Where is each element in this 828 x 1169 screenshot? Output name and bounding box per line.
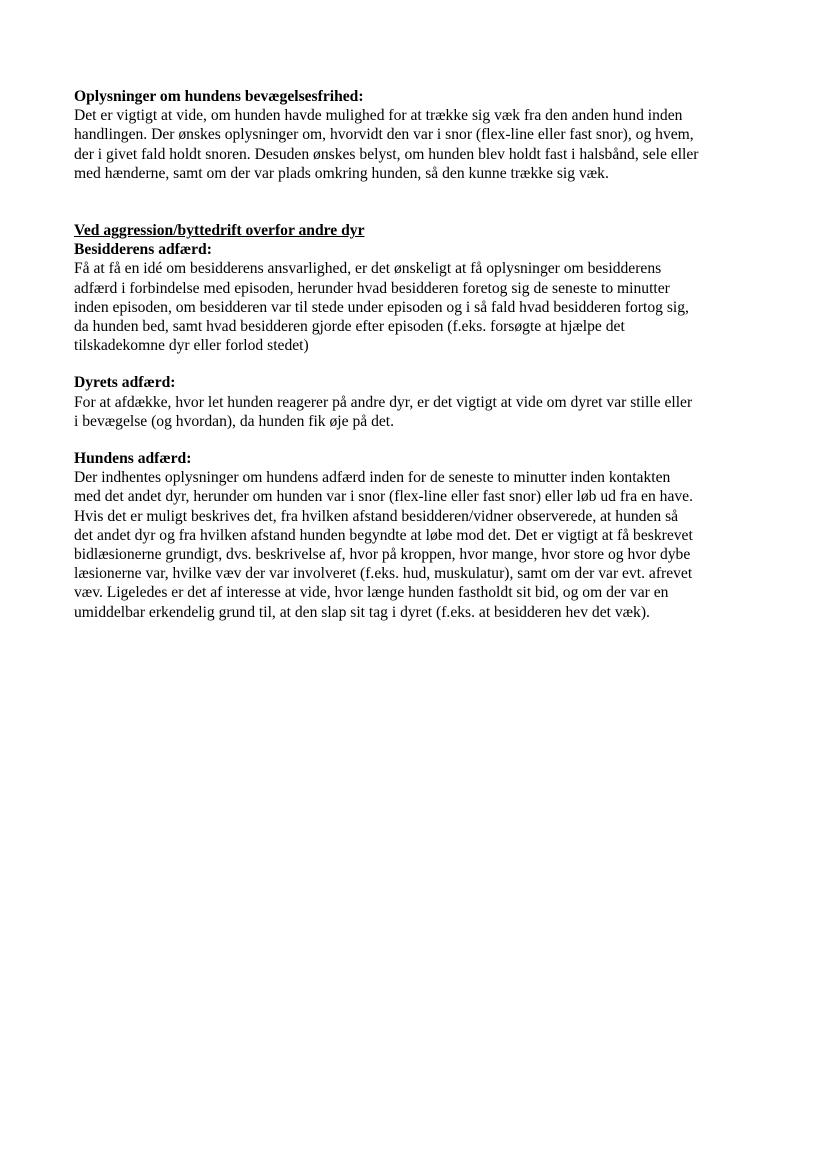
heading-movement-freedom: Oplysninger om hundens bevægelsesfrihed: [74,88,364,105]
text-line: der i givet fald holdt snoren. Desuden ønskes belyst, om hunden blev holdt fast i halsbånd, sele eller [74,145,699,163]
text-line: med hænderne, samt om der var plads omkring hunden, så den kunne trække sig væk. [74,164,609,182]
text-line: handlingen. Der ønskes oplysninger om, hvorvidt den var i snor (flex-line eller fast snor), og hvem, [74,126,694,144]
text-line: umiddelbar erkendelig grund til, at den slap sit tag i dyret (f.eks. at besidderen hev det væk). [74,603,650,621]
heading-animal-behavior: Dyrets adfærd: [74,374,176,392]
heading-owner-behavior: Besidderens adfærd: [74,241,212,259]
spacer [74,355,750,373]
text-line: i bevægelse (og hvordan), da hunden fik øje på det. [74,412,395,430]
text-line: Få at få en idé om besidderens ansvarlighed, er det ønskeligt at få oplysninger om besidderens [74,260,662,278]
text-line: med det andet dyr, herunder om hunden var i snor (flex-line eller fast snor) eller løb ud fra en have. [74,488,693,506]
paragraph-animal-behavior [74,393,750,431]
text-line: læsionerne var, hvilke væv der var involveret (f.eks. hud, muskulatur), samt om der var evt. afrevet [74,565,693,583]
section-movement-freedom [74,87,750,183]
text-line: For at afdække, hvor let hunden reagerer på andre dyr, er det vigtigt at vide om dyret var stille eller [74,393,693,411]
paragraph-dog-behavior [74,468,750,622]
text-line: Hvis det er muligt beskrives det, fra hvilken afstand besidderen/vidner observerede, at hunden så [74,507,679,525]
text-line: Der indhentes oplysninger om hundens adfærd inden for de seneste to minutter inden kontakten [74,469,671,487]
text-line: væv. Ligeledes er det af interesse at vide, hvor længe hunden fastholdt sit bid, og om der var en [74,584,669,602]
text-line: tilskadekomne dyr eller forlod stedet) [74,337,309,355]
text-line: det andet dyr og fra hvilken afstand hunden begyndte at løbe mod det. Det er vigtigt at få beskrevet [74,526,693,544]
text-line: Det er vigtigt at vide, om hunden havde mulighed for at trække sig væk fra den anden hund inden [74,107,683,125]
section-title: Ved aggression/byttedrift overfor andre dyr [74,222,365,240]
subsection-owner-behavior [74,240,750,355]
text-line: adfærd i forbindelse med episoden, herunder hvad besidderen foretog sig de seneste to minutter [74,279,670,297]
document-page [74,87,750,622]
spacer [74,431,750,449]
subsection-dog-behavior [74,449,750,622]
subsection-animal-behavior [74,373,750,431]
text-line: bidlæsionerne grundigt, dvs. beskrivelse af, hvor på kroppen, hvor mange, hvor store og hvor dybe [74,546,691,564]
section-aggression-other-animals [74,221,750,622]
paragraph-movement-freedom [74,106,750,183]
text-line: da hunden bed, samt hvad besidderen gjorde efter episoden (f.eks. forsøgte at hjælpe det [74,318,625,336]
spacer [74,183,750,221]
heading-dog-behavior: Hundens adfærd: [74,450,192,468]
text-line: inden episoden, om besidderen var til stede under episoden og i så fald hvad besidderen fortog sig, [74,298,689,316]
paragraph-owner-behavior [74,259,750,355]
